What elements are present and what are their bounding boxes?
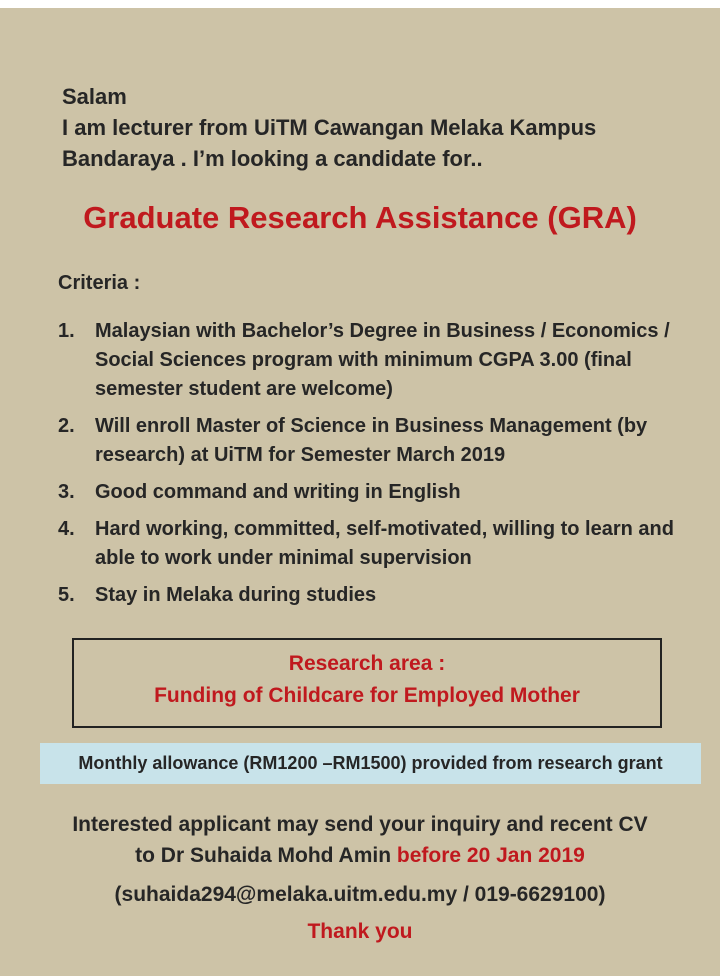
poster-title: Graduate Research Assistance (GRA)	[83, 200, 637, 235]
deadline-text: before 20 Jan 2019	[396, 844, 585, 867]
criteria-label: Criteria :	[58, 272, 141, 294]
research-area-box	[72, 638, 662, 728]
criteria-item	[58, 515, 698, 573]
criteria-number: 1.	[58, 320, 75, 342]
closing-line-2	[0, 840, 720, 871]
criteria-text: Malaysian with Bachelor’s Degree in Business / Economics / Social Sciences program with minimum CGPA 3.00 (final semester student are welcome)	[95, 320, 670, 400]
poster	[0, 8, 720, 976]
research-area-label: Research area :	[288, 652, 446, 675]
criteria-item	[58, 317, 698, 404]
intro-text	[62, 81, 596, 174]
criteria-item	[58, 412, 698, 470]
intro-line-2: Bandaraya . I’m looking a candidate for..	[62, 146, 483, 171]
contact-details: (suhaida294@melaka.uitm.edu.my / 019-6629100)	[114, 883, 606, 906]
recipient-text: to Dr Suhaida Mohd Amin	[135, 844, 397, 867]
criteria-number: 2.	[58, 415, 75, 437]
thank-you-text: Thank you	[307, 920, 413, 943]
closing-block	[0, 809, 720, 947]
research-area-topic: Funding of Childcare for Employed Mother	[154, 684, 580, 707]
criteria-number: 3.	[58, 481, 75, 503]
criteria-text: Good command and writing in English	[95, 481, 461, 503]
criteria-number: 5.	[58, 584, 75, 606]
criteria-number: 4.	[58, 518, 75, 540]
criteria-text: Will enroll Master of Science in Business Management (by research) at UiTM for Semester March 2019	[95, 415, 648, 466]
criteria-text: Hard working, committed, self-motivated, willing to learn and able to work under minimal supervision	[95, 518, 674, 569]
criteria-item	[58, 478, 698, 507]
allowance-banner: Monthly allowance (RM1200 –RM1500) provided from research grant	[40, 743, 701, 784]
criteria-text: Stay in Melaka during studies	[95, 584, 377, 606]
criteria-list	[58, 317, 698, 618]
greeting: Salam	[62, 84, 127, 109]
closing-line-1: Interested applicant may send your inquiry and recent CV	[72, 813, 648, 836]
intro-line-1: I am lecturer from UiTM Cawangan Melaka Kampus	[62, 115, 597, 140]
criteria-item	[58, 581, 698, 610]
